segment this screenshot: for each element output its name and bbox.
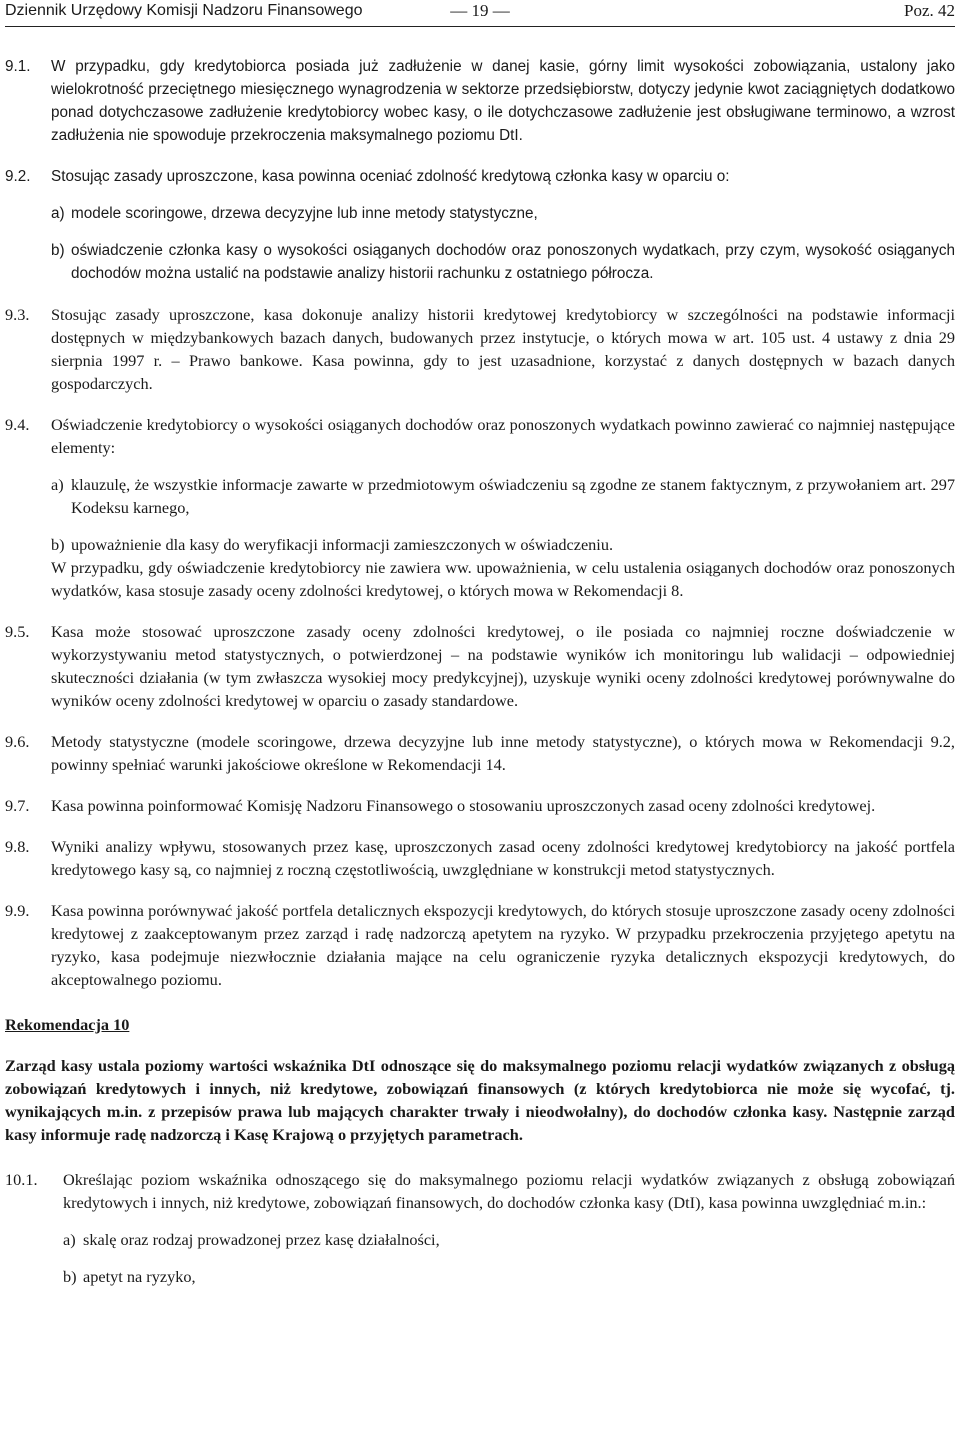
paragraph-text: Stosując zasady uproszczone, kasa powinna oceniać zdolność kredytową członka kasy w oparciu o: (51, 168, 730, 185)
paragraph-text: Stosując zasady uproszczone, kasa dokonuje analizy historii kredytowej kredytobiorcy w szczególności na podstawie informacji dostępnych w międzybankowych bazach danych, budowanych przez instytucje, o których mowa w art. 105 ust. 4 ustawy z dnia 29 sierpnia 1997 r. – Prawo bankowe. Kasa powinna, gdy to jest uzasadnione, korzystać z danych dostępnych w bazach danych gospodarczych. (51, 305, 955, 393)
list-letter: b) (51, 535, 65, 554)
list-text: upoważnienie dla kasy do weryfikacji informacji zamieszczonych w oświadczeniu. (71, 535, 614, 554)
paragraph-text: Kasa może stosować uproszczone zasady oceny zdolności kredytowej, o ile posiada co najmniej roczne doświadczenie w wykorzystywaniu metod statystycznych, o potwierdzonej – na podstawie wyników ich monitoringu lub walidacji – odpowiedniej skuteczności działania (w tym zwłaszcza wysokiej mocy predykcyjnej), uzyskuje wyniki oceny zdolności kredytowej porównywalne do wyników oceny zdolności kredytowej w oparciu o zasady standardowe. (51, 622, 955, 710)
page-number: — 19 — (450, 1, 510, 20)
paragraph-9-9 (5, 899, 955, 991)
paragraph-9-6 (5, 730, 955, 776)
page-header (5, 0, 955, 27)
paragraph-9-4 (5, 413, 955, 602)
paragraph-9-1 (5, 55, 955, 147)
paragraph-text: Wyniki analizy wpływu, stosowanych przez kasę, uproszczonych zasad oceny zdolności kredytowej kredytobiorcy na jakość portfela kredytowego kasy są, co najmniej z roczną częstotliwością, uwzględniane w konstrukcji metod statystycznych. (51, 837, 955, 879)
recommendation-heading: Rekomendacja 10 (5, 1015, 130, 1034)
list-letter: a) (51, 205, 65, 222)
paragraph-9-3 (5, 303, 955, 395)
paragraph-continuation: W przypadku, gdy oświadczenie kredytobiorcy nie zawiera ww. upoważnienia, w celu ustalenia osiąganych dochodów oraz ponoszonych wydatków, kasa stosuje zasady oceny zdolności kredytowej, o których mowa w Rekomendacji 8. (51, 558, 955, 600)
list-item (51, 533, 955, 556)
paragraph-number: 9.5. (5, 622, 30, 641)
list-item (51, 202, 955, 225)
document-body (5, 55, 955, 1306)
list-item (63, 1265, 955, 1288)
list-letter: a) (63, 1230, 76, 1249)
paragraph-number: 10.1. (5, 1170, 38, 1189)
paragraph-9-2 (5, 165, 955, 285)
paragraph-9-8 (5, 835, 955, 881)
paragraph-9-5 (5, 620, 955, 712)
list-letter: b) (51, 242, 65, 259)
list-item (63, 1228, 955, 1251)
recommendation-text: Zarząd kasy ustala poziomy wartości wskaźnika DtI odnoszące się do maksymalnego poziomu relacji wydatków związanych z obsługą zobowiązań kredytowych i innych, niż kredytowe, zobowiązań finansowych (z których kredytobiorca nie może się wycofać, tj. wynikających m.in. z przepisów prawa lub mających charakter trwały i nieodwołalny), do dochodów członka kasy. Następnie zarząd kasy informuje radę nadzorczą i Kasę Krajową o przyjętych parametrach. (5, 1056, 955, 1144)
list-item (51, 239, 955, 285)
paragraph-number: 9.9. (5, 901, 30, 920)
list-text: skalę oraz rodzaj prowadzonej przez kasę działalności, (83, 1230, 440, 1249)
paragraph-number: 9.3. (5, 305, 30, 324)
list-item (51, 473, 955, 519)
list-letter: a) (51, 475, 64, 494)
paragraph-number: 9.8. (5, 837, 30, 856)
paragraph-text: Metody statystyczne (modele scoringowe, drzewa decyzyjne lub inne metody statystyczne), o których mowa w Rekomendacji 9.2, powinny spełniać warunki jakościowe określone w Rekomendacji 14. (51, 732, 955, 774)
paragraph-text: Określając poziom wskaźnika odnoszącego się do maksymalnego poziomu relacji wydatków związanych z obsługą zobowiązań kredytowych i innych, niż kredytowe, zobowiązań finansowych, do dochodów członka kasy (DtI), kasa powinna uwzględniać m.in.: (63, 1170, 955, 1212)
paragraph-text: Kasa powinna porównywać jakość portfela detalicznych ekspozycji kredytowych, do których stosuje uproszczone zasady oceny zdolności kredytowej z zaakceptowanym przez zarząd i radę nadzorczą apetytem na ryzyko. W przypadku przekroczenia przyjętego apetytu na ryzyko, kasa podejmuje niezwłocznie działania mające na celu ograniczenie ryzyka detalicznych ekspozycji kredytowych, do akceptowalnego poziomu. (51, 901, 955, 989)
list-text: apetyt na ryzyko, (83, 1267, 196, 1286)
paragraph-number: 9.2. (5, 168, 31, 185)
position-number: Poz. 42 (904, 1, 955, 20)
publication-title: Dziennik Urzędowy Komisji Nadzoru Finansowego (5, 2, 363, 19)
paragraph-number: 9.4. (5, 415, 30, 434)
list-text: klauzulę, że wszystkie informacje zawarte w przedmiotowym oświadczeniu są zgodne ze stanem faktycznym, z przywołaniem art. 297 Kodeksu karnego, (71, 475, 955, 517)
list-text: oświadczenie członka kasy o wysokości osiąganych dochodów oraz ponoszonych wydatkach, przy czym, wysokość osiąganych dochodów można ustalić na podstawie analizy historii rachunku z ostatniego półrocza. (71, 242, 955, 282)
paragraph-number: 9.1. (5, 58, 31, 75)
list-text: modele scoringowe, drzewa decyzyjne lub inne metody statystyczne, (71, 205, 538, 222)
paragraph-number: 9.6. (5, 732, 30, 751)
paragraph-9-7 (5, 794, 955, 817)
paragraph-text: W przypadku, gdy kredytobiorca posiada już zadłużenie w danej kasie, górny limit wysokości zobowiązania, ustalony jako wielokrotność przeciętnego miesięcznego wynagrodzenia w sektorze przedsiębiorstw, dotyczy jedynie kwot zaciągniętych dodatkowo ponad dotychczasowe zadłużenie kredytobiorcy wobec kasy, o ile dotychczasowe zadłużenie jest obsługiwane terminowo, a wzrost zadłużenia nie spowoduje przekroczenia maksymalnego poziomu DtI. (51, 58, 955, 144)
paragraph-number: 9.7. (5, 796, 30, 815)
paragraph-text: Kasa powinna poinformować Komisję Nadzoru Finansowego o stosowaniu uproszczonych zasad oceny zdolności kredytowej. (51, 796, 876, 815)
paragraph-text: Oświadczenie kredytobiorcy o wysokości osiąganych dochodów oraz ponoszonych wydatkach powinno zawierać co najmniej następujące elementy: (51, 415, 955, 457)
paragraph-10-1 (5, 1168, 955, 1288)
list-letter: b) (63, 1267, 77, 1286)
